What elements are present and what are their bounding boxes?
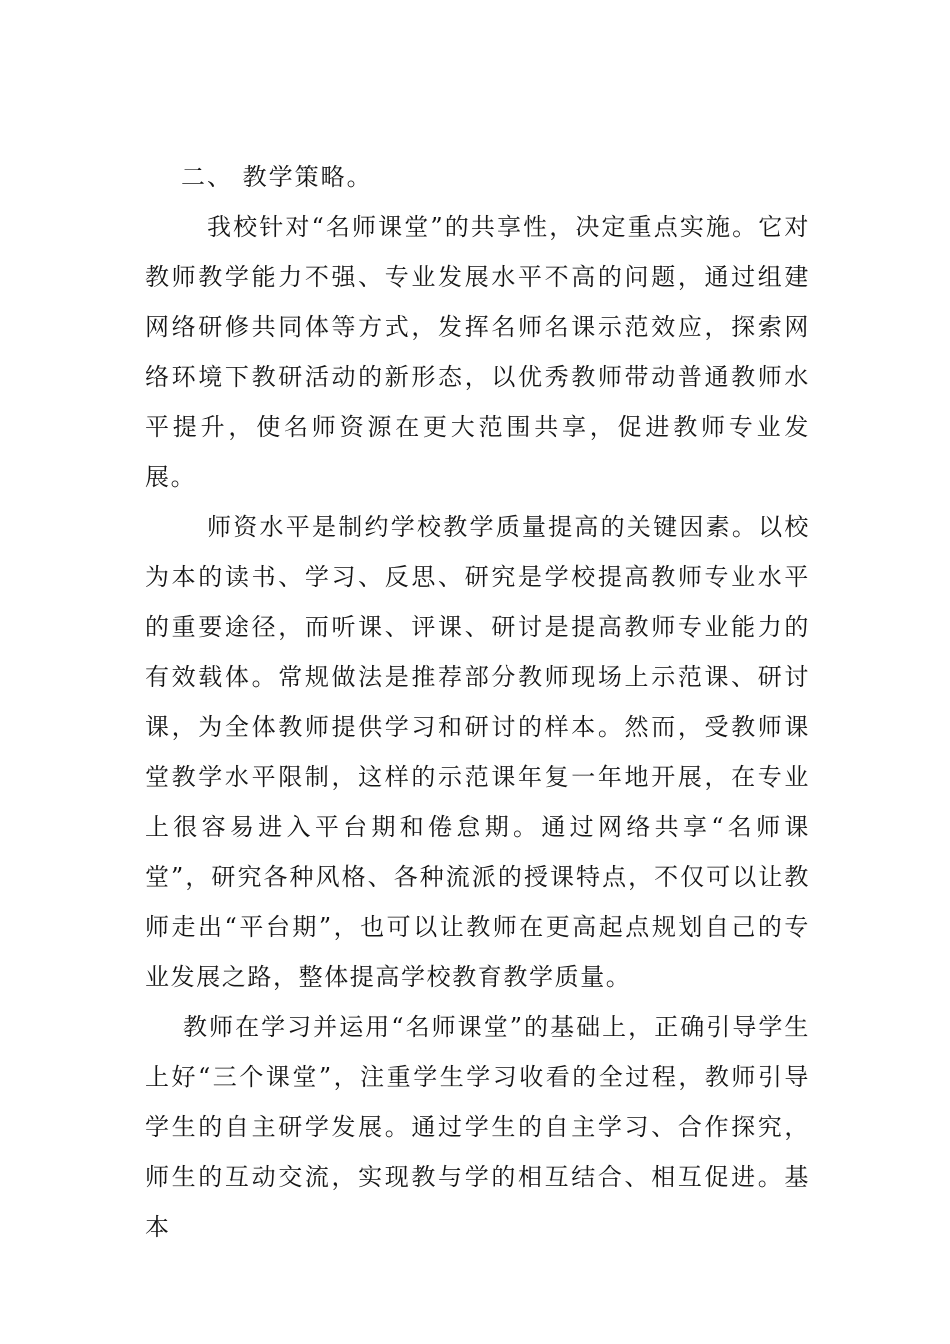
paragraph-3: 教师在学习并运用“名师课堂”的基础上，正确引导学生上好“三个课堂”，注重学生学习收看的全过程，教师引导学生的自主研学发展。通过学生的自主学习、合作探究，师生的互动交流，实现教与学的相互结合、相互促进。基本 xyxy=(145,1013,810,1241)
paragraph-1: 我校针对“名师课堂”的共享性，决定重点实施。它对教师教学能力不强、专业发展水平不高的问题，通过组建网络研修共同体等方式，发挥名师名课示范效应，探索网络环境下教研活动的新形态，以优秀教师带动普通教师水平提升，使名师资源在更大范围共享，促进教师专业发展。 xyxy=(145,213,810,491)
section-heading: 二、 教学策略。 xyxy=(181,163,373,191)
paragraph-2: 师资水平是制约学校教学质量提高的关键因素。以校为本的读书、学习、反思、研究是学校提高教师专业水平的重要途径，而听课、评课、研讨是提高教师专业能力的有效载体。常规做法是推荐部分教师现场上示范课、研讨课，为全体教师提供学习和研讨的样本。然而，受教师课堂教学水平限制，这样的示范课年复一年地开展，在专业上很容易进入平台期和倦怠期。通过网络共享“名师课堂”，研究各种风格、各种流派的授课特点，不仅可以让教师走出“平台期”，也可以让教师在更高起点规划自己的专业发展之路，整体提高学校教育教学质量。 xyxy=(145,513,810,991)
document-body xyxy=(145,152,810,1252)
